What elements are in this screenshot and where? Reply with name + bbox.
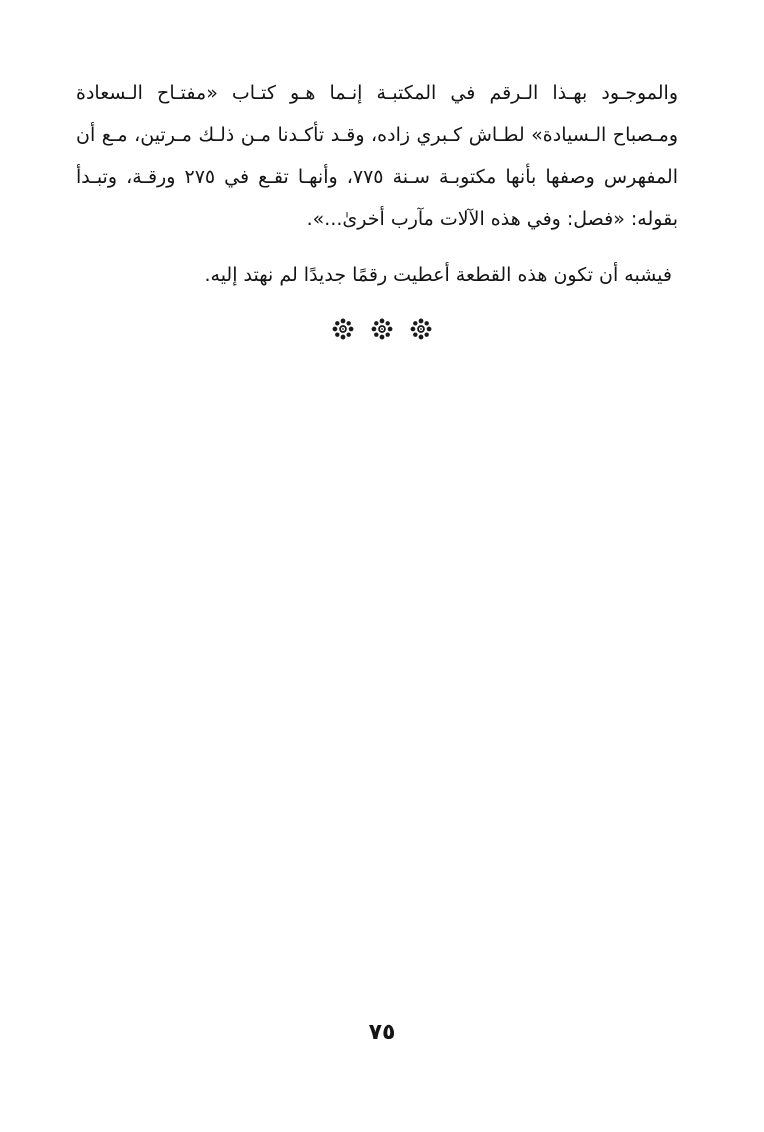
section-divider [0,318,764,340]
paragraph-line: والموجـود بهـذا الـرقم في المكتبـة إنـما هـو كتـاب «مفتـاح الـسعادة [76,82,678,104]
paragraph-1 [76,72,692,240]
paragraph-line: ومـصباح الـسيادة» لطـاش كـبري زاده، وقـد تأكـدنا مـن ذلـك مـرتين، مـع أن [76,124,678,146]
rosette-icon [371,318,393,340]
paragraph-line: المفهرس وصفها بأنها مكتوبـة سـنة ٧٧٥، وأنهـا تقـع في ٢٧٥ ورقـة، وتبـدأ [76,166,678,188]
page-number: ٧٥ [368,1020,396,1045]
paragraph-line: بقوله: «فصل: وفي هذه الآلات مآرب أخرىٰ...». [306,208,678,230]
paragraph-2 [76,254,692,296]
paragraph-line: فيشبه أن تكون هذه القطعة أعطيت رقمًا جديدًا لم نهتد إليه. [204,264,672,286]
rosette-icon [410,318,432,340]
body-text [76,72,692,296]
rosette-icon [332,318,354,340]
